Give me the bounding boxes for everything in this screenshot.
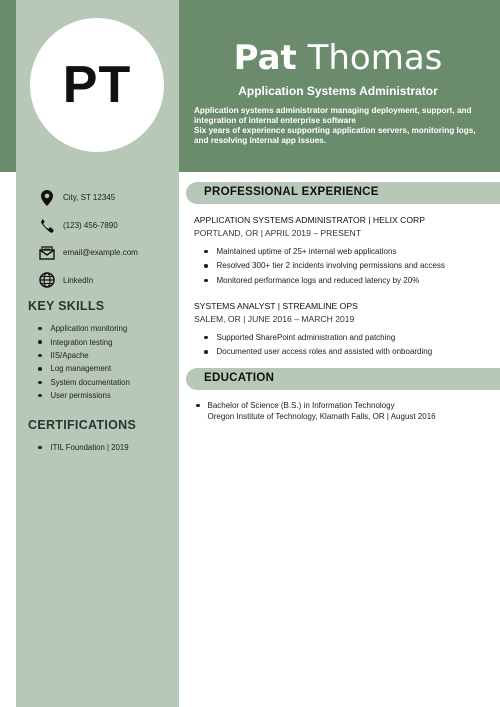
summary — [194, 106, 490, 146]
skills-list — [38, 322, 178, 402]
contact-email — [38, 239, 178, 267]
job-bullets-1 — [204, 244, 494, 288]
email-icon — [38, 244, 55, 261]
contact-text: (123) 456-7890 — [63, 220, 118, 230]
certifications-heading: CERTIFICATIONS — [28, 418, 137, 432]
monogram: PT — [62, 56, 132, 114]
education-heading: EDUCATION — [204, 372, 275, 384]
contact-linkedin — [38, 267, 178, 295]
certification-item: ITIL Foundation | 2019 — [38, 441, 178, 454]
job-title-1: APPLICATION SYSTEMS ADMINISTRATOR | HELIX CORP — [194, 215, 425, 225]
first-name: Pat — [233, 38, 297, 78]
experience-section-header — [186, 182, 500, 204]
certifications-list — [38, 441, 178, 454]
job-bullets-2 — [204, 330, 494, 359]
education-degree: Bachelor of Science (B.S.) in Information Technology — [196, 400, 492, 411]
contact-list — [38, 184, 178, 294]
job-title: Application Systems Administrator — [238, 84, 438, 98]
summary-line: Application systems administrator managing deployment, support, and integration of internal enterprise software — [194, 106, 472, 125]
education-school: Oregon Institute of Technology, Klamath Falls, OR | August 2016 — [207, 412, 436, 421]
skill-item: IIS/Apache — [38, 349, 178, 362]
skills-heading: KEY SKILLS — [28, 299, 105, 313]
experience-heading: PROFESSIONAL EXPERIENCE — [204, 186, 379, 198]
contact-address — [38, 184, 178, 212]
contact-text[interactable]: email@example.com — [63, 248, 138, 258]
bullet-item: Maintained uptime of 25+ internal web applications — [204, 244, 494, 259]
phone-icon — [38, 217, 55, 234]
summary-line: Six years of experience supporting application servers, monitoring logs, and resolving internal app issues. — [194, 126, 476, 145]
skill-item: Application monitoring — [38, 322, 178, 335]
skill-item: Log management — [38, 362, 178, 375]
skill-item: System documentation — [38, 376, 178, 389]
globe-icon — [38, 272, 55, 289]
education-entry — [196, 400, 492, 422]
job-meta-1: PORTLAND, OR | APRIL 2019 – PRESENT — [194, 228, 362, 238]
bullet-item: Resolved 300+ tier 2 incidents involving permissions and access — [204, 259, 494, 274]
map-pin-icon — [38, 189, 55, 206]
bullet-item: Supported SharePoint administration and patching — [204, 330, 494, 345]
last-name: Thomas — [307, 38, 443, 78]
contact-text[interactable]: LinkedIn — [63, 275, 94, 285]
bullet-item: Monitored performance logs and reduced latency by 20% — [204, 273, 494, 288]
job-title-2: SYSTEMS ANALYST | STREAMLINE OPS — [194, 301, 358, 311]
skill-item: Integration testing — [38, 335, 178, 348]
job-meta-2: SALEM, OR | JUNE 2016 – MARCH 2019 — [194, 314, 355, 324]
skill-item: User permissions — [38, 389, 178, 402]
candidate-name — [194, 38, 482, 78]
bullet-item: Documented user access roles and assisted with onboarding — [204, 345, 494, 360]
education-section-header — [186, 368, 500, 390]
monogram-circle — [30, 18, 164, 152]
contact-phone — [38, 212, 178, 240]
contact-text: City, ST 12345 — [63, 193, 116, 203]
